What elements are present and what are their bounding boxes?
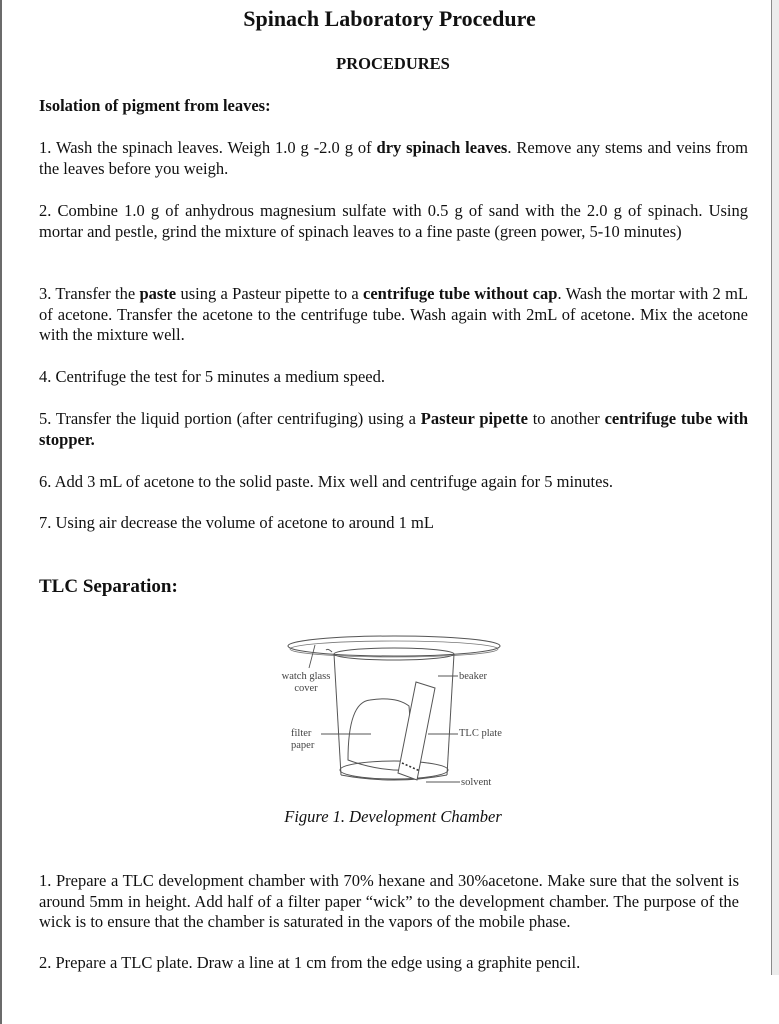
page-left-border [0,0,2,1024]
isolation-step-6: 6. Add 3 mL of acetone to the solid paste. Mix well and centrifuge again for 5 minutes. [39,472,613,491]
figure-caption: Figure 1. Development Chamber [284,807,502,826]
beaker [326,648,454,780]
watch-glass-cover [288,636,500,656]
tlc-step-2: 2. Prepare a TLC plate. Draw a line at 1 cm from the edge using a graphite pencil. [39,953,581,972]
development-chamber-figure [268,630,518,810]
label-filter-paper: paper [291,740,315,751]
tlc-plate [398,682,435,780]
label-watch-glass-cover: cover [294,683,318,694]
isolation-step-7: 7. Using air decrease the volume of acetone to around 1 mL [39,513,434,532]
label-watch-glass: watch glass [281,671,331,682]
isolation-step-3: 3. Transfer the paste using a Pasteur pipette to a centrifuge tube without cap. Wash the mortar with 2 mL of acetone. Transfer the acetone to the centrifuge tube. Wash again with 2mL of acetone. Mix the acetone with the mixture well. [39,284,748,344]
isolation-heading: Isolation of pigment from leaves: [39,96,271,115]
label-beaker: beaker [459,671,487,682]
isolation-step-5: 5. Transfer the liquid portion (after centrifuging) using a Pasteur pipette to another centrifuge tube with stopper. [39,409,748,449]
tlc-step-1: 1. Prepare a TLC development chamber with 70% hexane and 30%acetone. Make sure that the solvent is around 5mm in height. Add half of a filter paper “wick” to the development chamber. The purpose of the wick is to ensure that the chamber is saturated in the vapors of the mobile phase. [39,871,739,931]
label-solvent: solvent [461,777,492,788]
section-subtitle: PROCEDURES [336,54,450,73]
isolation-step-2: 2. Combine 1.0 g of anhydrous magnesium sulfate with 0.5 g of sand with the 2.0 g of spinach. Using mortar and pestle, grind the mixture of spinach leaves to a fine paste (green power, 5-10 minutes) [39,201,748,241]
label-filter: filter [291,728,312,739]
page-margin-strip [772,0,779,975]
document-title: Spinach Laboratory Procedure [243,6,536,31]
isolation-step-4: 4. Centrifuge the test for 5 minutes a medium speed. [39,367,385,386]
isolation-step-1: 1. Wash the spinach leaves. Weigh 1.0 g -2.0 g of dry spinach leaves. Remove any stems and veins from the leaves before you weigh. [39,138,749,178]
label-tlc-plate: TLC plate [459,728,502,739]
tlc-heading: TLC Separation: [39,576,178,597]
